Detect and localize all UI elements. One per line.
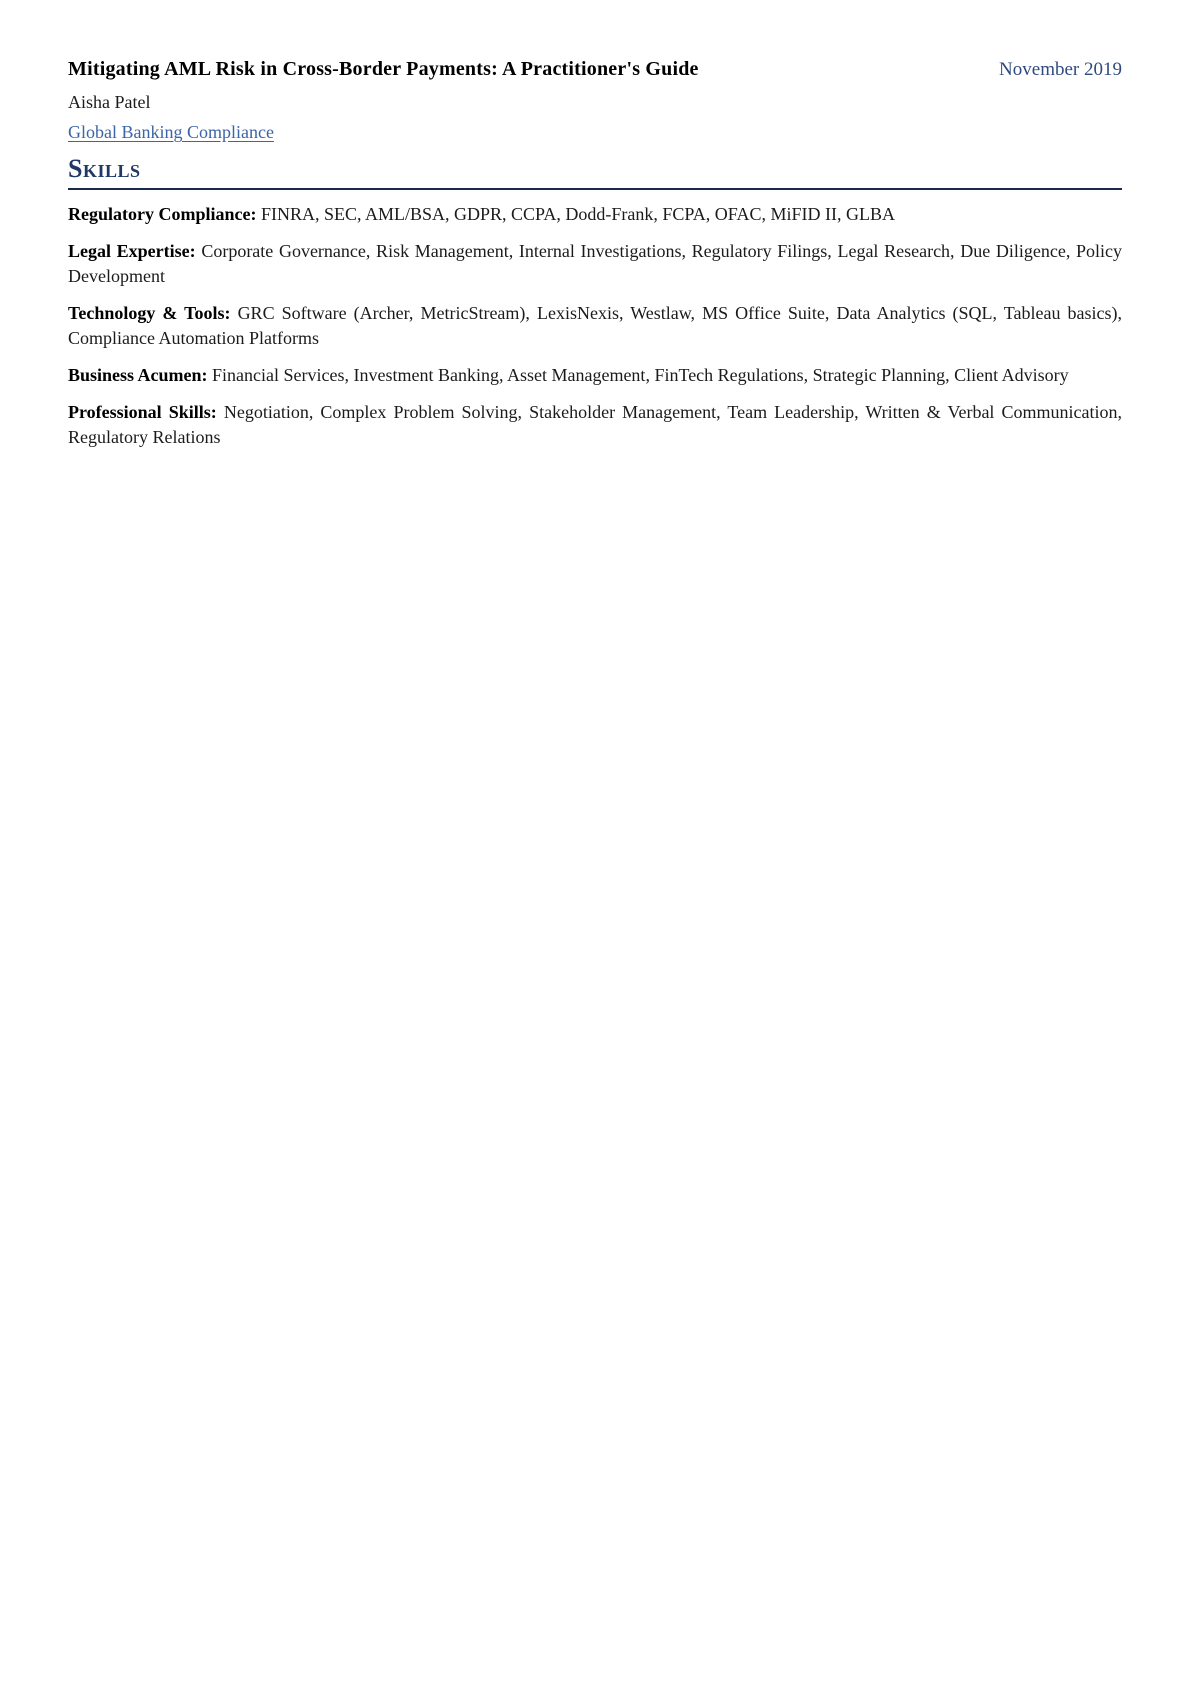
skill-paragraph-business-acumen <box>68 363 1122 388</box>
document-page <box>0 0 1190 450</box>
document-title: Mitigating AML Risk in Cross-Border Payments: A Practitioner's Guide <box>68 58 699 80</box>
skill-label: Technology & Tools: <box>68 303 231 323</box>
skill-text: GRC Software (Archer, MetricStream), LexisNexis, Westlaw, MS Office Suite, Data Analytics (SQL, Tableau basics), Compliance Automation Platforms <box>68 303 1123 348</box>
author-name: Aisha Patel <box>68 92 151 112</box>
skill-paragraph-technology-tools <box>68 301 1122 351</box>
skill-label: Legal Expertise: <box>68 241 196 261</box>
skill-label: Business Acumen: <box>68 365 208 385</box>
skill-paragraph-professional-skills <box>68 400 1122 450</box>
document-date: November 2019 <box>999 59 1122 80</box>
skill-text: Financial Services, Investment Banking, Asset Management, FinTech Regulations, Strategic Planning, Client Advisory <box>212 365 1069 385</box>
skill-label: Professional Skills: <box>68 402 217 422</box>
skill-label: Regulatory Compliance: <box>68 204 257 224</box>
skill-paragraph-regulatory-compliance <box>68 202 1122 227</box>
skill-text: FINRA, SEC, AML/BSA, GDPR, CCPA, Dodd-Frank, FCPA, OFAC, MiFID II, GLBA <box>260 204 895 224</box>
skills-section-heading: Skills <box>68 154 1122 190</box>
skill-text: Corporate Governance, Risk Management, Internal Investigations, Regulatory Filings, Legal Research, Due Diligence, Policy Development <box>68 241 1123 286</box>
organization-link[interactable]: Global Banking Compliance <box>68 122 274 142</box>
skill-text: Negotiation, Complex Problem Solving, Stakeholder Management, Team Leadership, Written & Verbal Communication, Regulatory Relations <box>68 402 1122 447</box>
document-header <box>68 56 1122 83</box>
skill-paragraph-legal-expertise <box>68 239 1122 289</box>
skills-list <box>68 202 1122 450</box>
